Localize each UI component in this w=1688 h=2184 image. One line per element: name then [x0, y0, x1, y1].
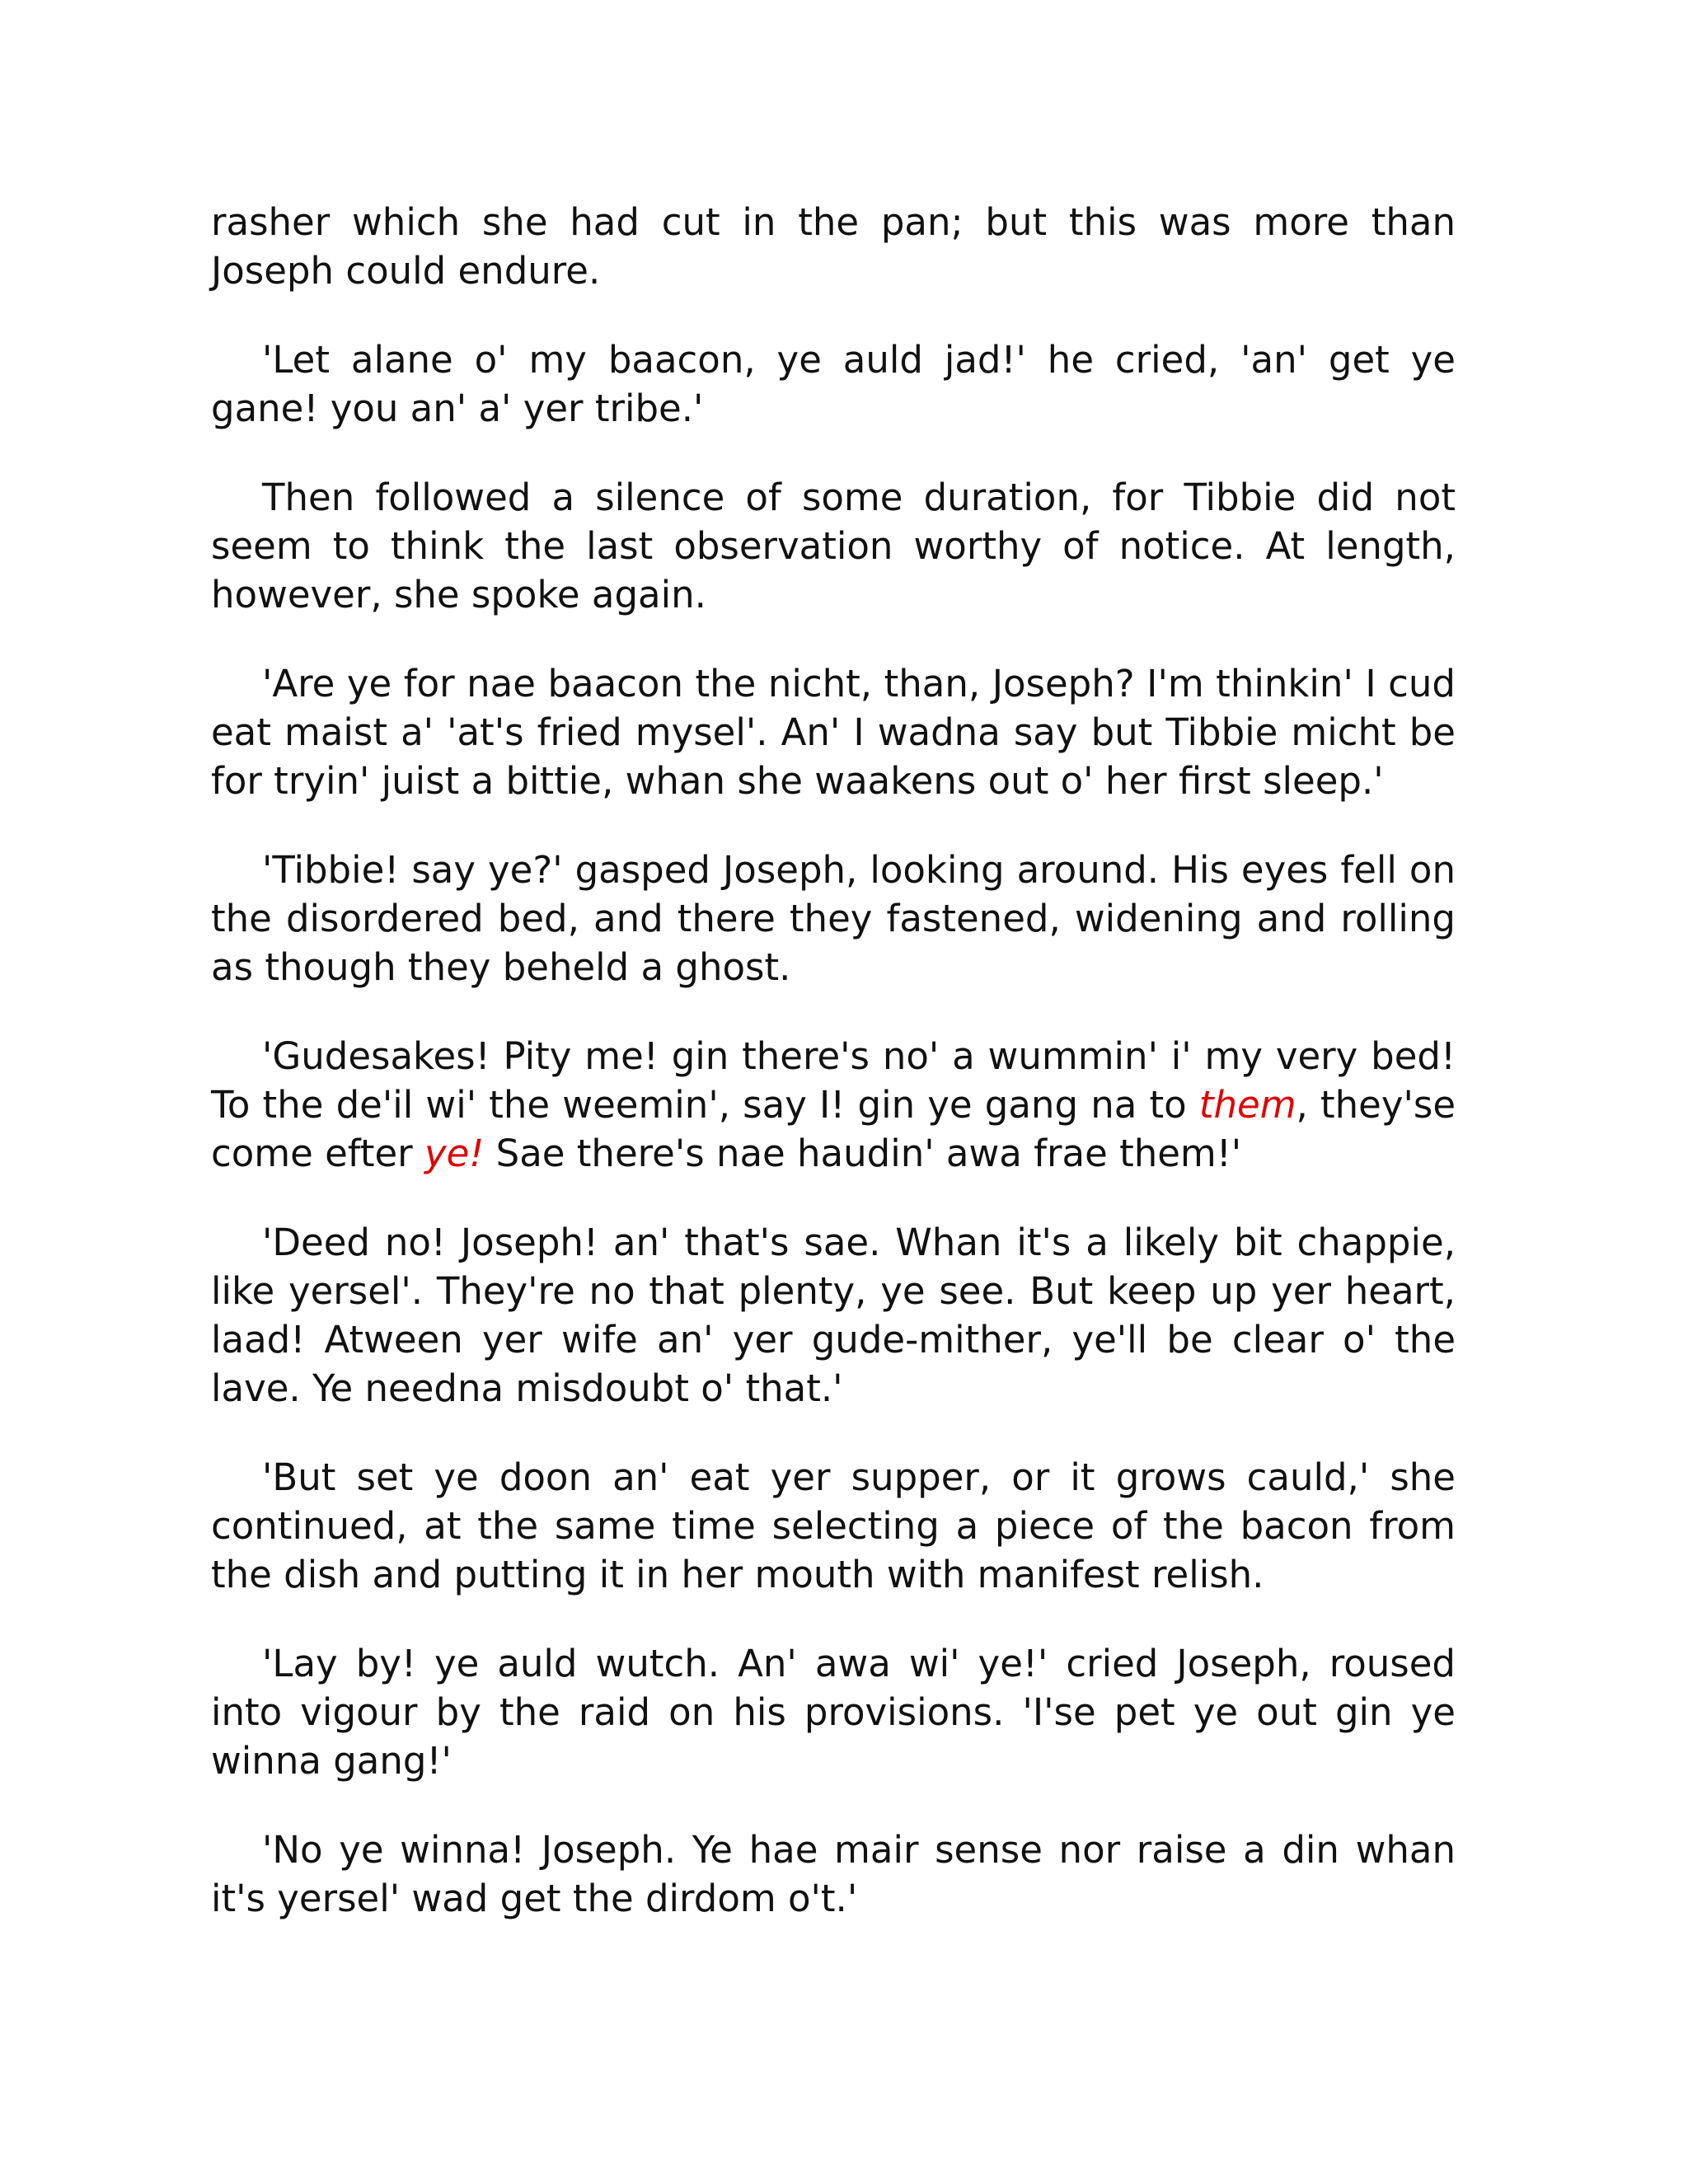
paragraph-6-part-1: 'Gudesakes! Pity me! gin there's no' a wummin' i' my very bed! To the de'il wi' the weemin', say I! gin ye gang na to [211, 1034, 1456, 1127]
paragraph-6 [211, 1032, 1456, 1178]
paragraph-7: 'Deed no! Joseph! an' that's sae. Whan it's a likely bit chappie, like yersel'. They're no that plenty, ye see. But keep up yer heart, laad! Atween yer wife an' yer gude-mither, ye'll be clear o' the lave. Ye needna misdoubt o' that.' [211, 1221, 1456, 1410]
paragraph-3: Then followed a silence of some duration, for Tibbie did not seem to think the last observation worthy of notice. At length, however, she spoke again. [211, 476, 1456, 616]
paragraph-1: rasher which she had cut in the pan; but this was more than Joseph could endure. [211, 200, 1456, 293]
paragraph-8: 'But set ye doon an' eat yer supper, or it grows cauld,' she continued, at the same time selecting a piece of the bacon from the dish and putting it in her mouth with manifest relish. [211, 1455, 1456, 1596]
paragraph-10: 'No ye winna! Joseph. Ye hae mair sense nor raise a din whan it's yersel' wad get the dirdom o't.' [211, 1828, 1456, 1920]
paragraph-5: 'Tibbie! say ye?' gasped Joseph, looking around. His eyes fell on the disordered bed, and there they fastened, widening and rolling as though they beheld a ghost. [211, 848, 1456, 989]
paragraph-6-part-2: , they'se come efter [211, 1083, 1456, 1175]
emphasis-them: them [1198, 1083, 1296, 1127]
paragraph-2: 'Let alane o' my baacon, ye auld jad!' he cried, 'an' get ye gane! you an' a' yer tribe.' [211, 338, 1456, 430]
paragraph-4: 'Are ye for nae baacon the nicht, than, Joseph? I'm thinkin' I cud eat maist a' 'at's fried mysel'. An' I wadna say but Tibbie micht be for tryin' juist a bittie, whan she waakens out o' her first sleep.' [211, 662, 1456, 803]
paragraph-6-part-3: Sae there's nae haudin' awa frae them!' [484, 1132, 1242, 1175]
paragraph-9: 'Lay by! ye auld wutch. An' awa wi' ye!' cried Joseph, roused into vigour by the raid on his provisions. 'I'se pet ye out gin ye winna gang!' [211, 1642, 1456, 1783]
page-body [211, 198, 1456, 1963]
emphasis-ye: ye! [424, 1132, 485, 1175]
